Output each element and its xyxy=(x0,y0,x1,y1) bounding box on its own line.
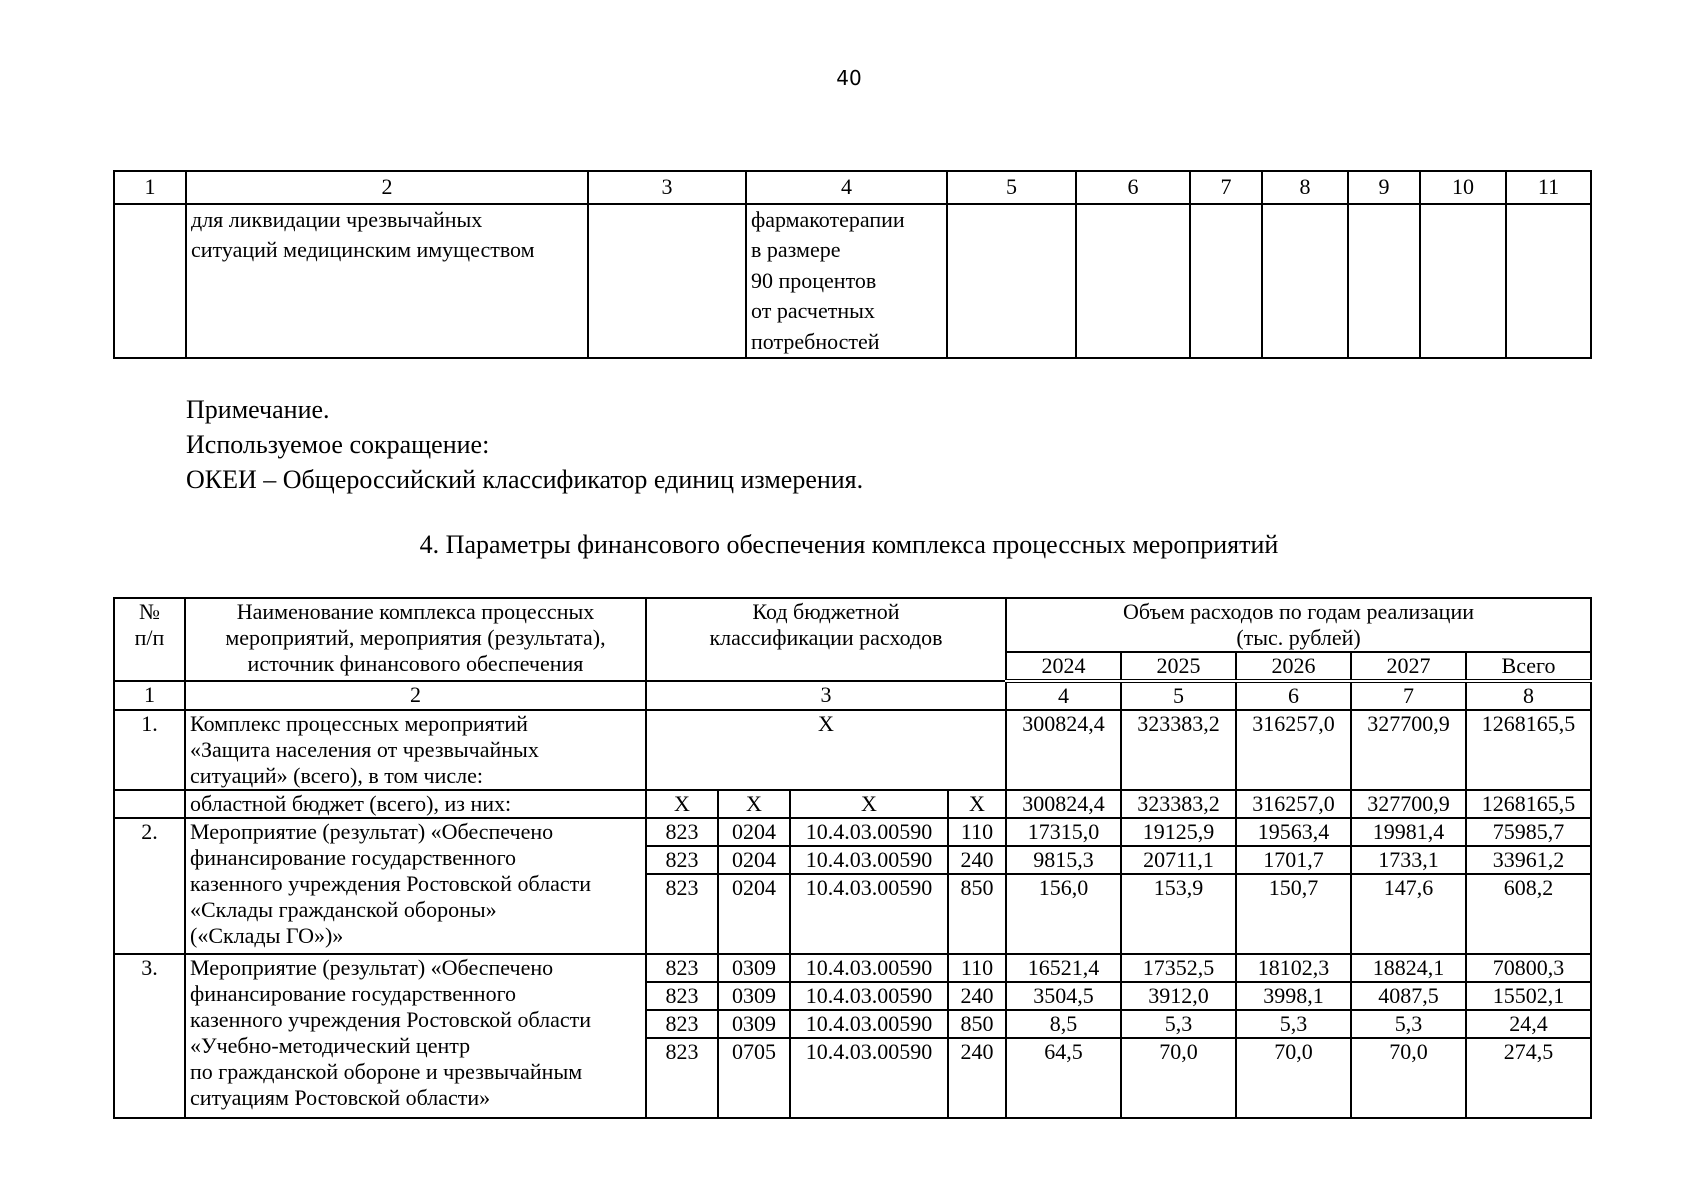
column-number-row: 1 2 3 4 5 6 7 8 xyxy=(114,681,1591,710)
header-year-2027: 2027 xyxy=(1351,652,1466,681)
row-name: Комплекс процессных мероприятий «Защита населения от чрезвычайных ситуаций» (всего), в том числе: xyxy=(185,710,646,790)
table-row: 2. Мероприятие (результат) «Обеспечено финансирование государственного казенного учреждения Ростовской области «Склады гражданской обороны» («Склады ГО»)» 823 0204 10.4.03.00590 110 17315,0 19125,9 19563,4 19981,4 75985,7 xyxy=(114,818,1591,846)
row-name: Мероприятие (результат) «Обеспечено финансирование государственного казенного учреждения Ростовской области «Учебно-методический центр по гражданской обороне и чрезвычайным ситуациям Ростовской области» xyxy=(185,954,646,1118)
column-number-row xyxy=(114,171,1591,204)
finance-table xyxy=(113,597,1592,1119)
header-num: № п/п xyxy=(114,598,185,681)
header-row xyxy=(114,598,1591,652)
section-title: 4. Параметры финансового обеспечения комплекса процессных мероприятий xyxy=(419,530,1279,559)
table-row: 823 0204 10.4.03.00590 850 156,0 153,9 150,7 147,6 608,2 xyxy=(114,874,1591,954)
header-total: Всего xyxy=(1466,652,1591,681)
table-row: 823 0309 10.4.03.00590 240 3504,5 3912,0 3998,1 4087,5 15502,1 xyxy=(114,982,1591,1010)
col-num-3: 3 xyxy=(588,171,746,204)
table-row: 3. Мероприятие (результат) «Обеспечено финансирование государственного казенного учреждения Ростовской области «Учебно-методический центр по гражданской обороне и чрезвычайным ситуациям Ростовской области» 823 0309 10.4.03.00590 110 16521,4 17352,5 18102,3 18824,1 70800,3 xyxy=(114,954,1591,982)
row-name: Мероприятие (результат) «Обеспечено финансирование государственного казенного учреждения Ростовской области «Склады гражданской обороны» («Склады ГО»)» xyxy=(185,818,646,954)
col-num-1: 1 xyxy=(114,171,186,204)
col-num-6: 6 xyxy=(1076,171,1190,204)
col-num-4: 4 xyxy=(746,171,947,204)
col-num-5: 5 xyxy=(947,171,1076,204)
note-abbrev-label: Используемое сокращение: xyxy=(186,430,490,459)
note-block xyxy=(186,392,863,497)
table-row: 823 0705 10.4.03.00590 240 64,5 70,0 70,0 70,0 274,5 xyxy=(114,1038,1591,1118)
page-number: 40 xyxy=(836,66,862,90)
table-row xyxy=(114,204,1591,359)
header-code: Код бюджетной классификации расходов xyxy=(646,598,1006,681)
note-title: Примечание. xyxy=(186,395,330,424)
note-abbrev: ОКЕИ – Общероссийский классификатор единиц измерения. xyxy=(186,465,864,494)
header-name: Наименование комплекса процессных мероприятий, мероприятия (результата), источник финансового обеспечения xyxy=(185,598,646,681)
col-num-2: 2 xyxy=(186,171,588,204)
col-num-9: 9 xyxy=(1348,171,1420,204)
table-row: областной бюджет (всего), из них: X X X X 300824,4 323383,2 316257,0 327700,9 1268165,5 xyxy=(114,790,1591,818)
header-year-2025: 2025 xyxy=(1121,652,1236,681)
header-year-2024: 2024 xyxy=(1006,652,1121,681)
row-indicator: фармакотерапии в размере 90 процентов от расчетных потребностей xyxy=(746,204,947,359)
table-row: 823 0309 10.4.03.00590 850 8,5 5,3 5,3 5,3 24,4 xyxy=(114,1010,1591,1038)
table-row: 1. Комплекс процессных мероприятий «Защита населения от чрезвычайных ситуаций» (всего), в том числе: X 300824,4 323383,2 316257,0 327700,9 1268165,5 xyxy=(114,710,1591,790)
row-description: для ликвидации чрезвычайных ситуаций медицинским имуществом xyxy=(186,204,588,359)
continuation-table xyxy=(113,170,1592,359)
col-num-11: 11 xyxy=(1506,171,1591,204)
col-num-10: 10 xyxy=(1420,171,1506,204)
header-year-2026: 2026 xyxy=(1236,652,1351,681)
col-num-7: 7 xyxy=(1190,171,1262,204)
table-row: 823 0204 10.4.03.00590 240 9815,3 20711,1 1701,7 1733,1 33961,2 xyxy=(114,846,1591,874)
header-volume: Объем расходов по годам реализации (тыс. рублей) xyxy=(1006,598,1591,652)
col-num-8: 8 xyxy=(1262,171,1348,204)
